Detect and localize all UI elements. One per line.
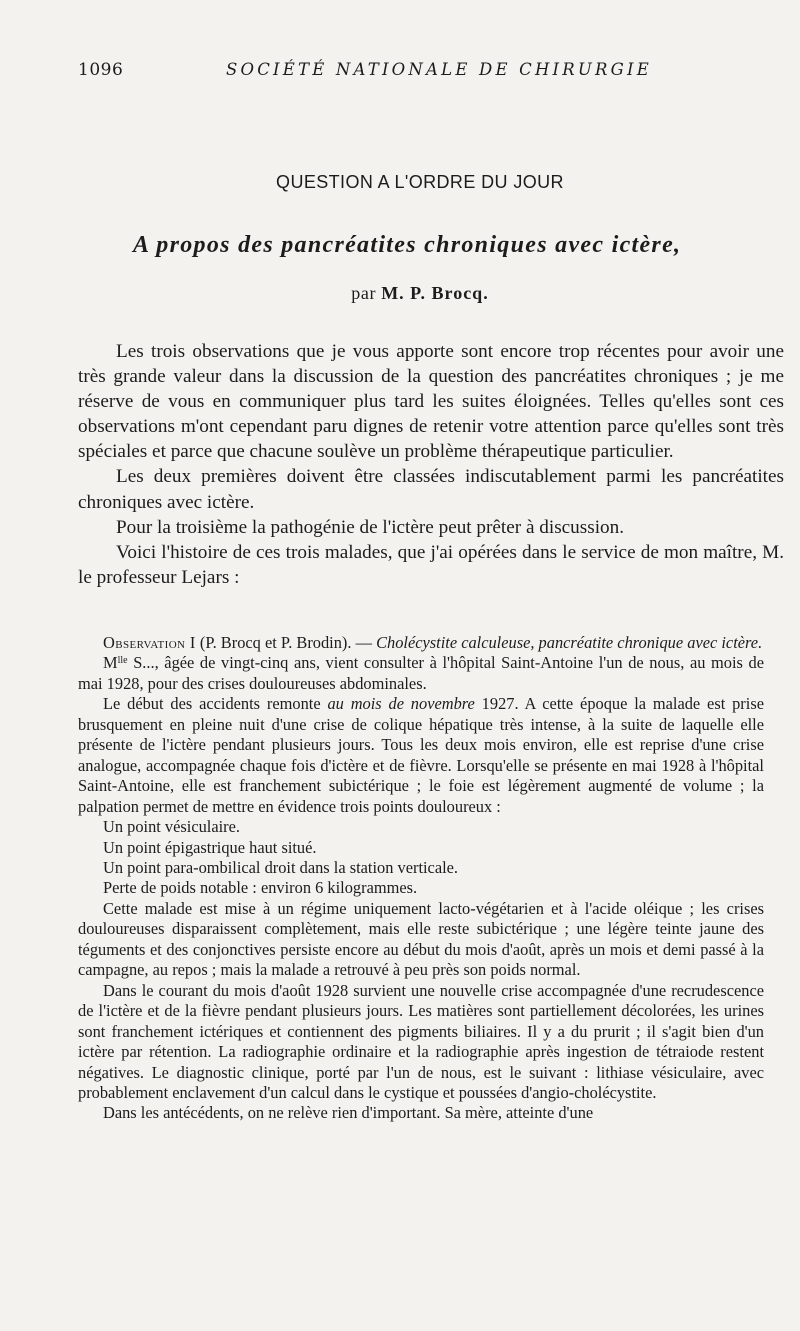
observation-text: Le début des accidents remonte xyxy=(103,694,321,714)
observation-text: S..., âgée de vingt-cinq ans, vient consulter à l'hôpital Saint-Antoine l'un de nous, au mois de mai 1928, pour des crises douloureuses abdominales. xyxy=(78,653,764,693)
symptom-line: Perte de poids notable : environ 6 kilogrammes. xyxy=(103,878,418,898)
observation-paragraph: Dans le courant du mois d'août 1928 survient une nouvelle crise accompagnée d'une recrudescence de l'ictère et de la fièvre pendant plusieurs jours. Les matières sont partiellement décolorées, les urines sont franchement ictériques et contiennent des pigments biliaires. Il y a du prurit ; il s'agit bien d'un ictère par rétention. La radiographie ordinaire et la radiographie après ingestion de tétraiode restent négatives. Le diagnostic clinique, porté par l'un de nous, est le suivant : lithiase vésiculaire, avec probablement enclavement d'un calcul dans le cystique et poussées d'angio-cholécystite. xyxy=(78,980,764,1102)
intro-paragraph: Les trois observations que je vous apporte sont encore trop récentes pour avoir une très grande valeur dans la discussion de la question des pancréatites chroniques ; je me réserve de vous en communiquer plus tard les suites éloignées. Telles qu'elles sont ces observations m'ont cependant paru dignes de retenir votre attention parce qu'elles sont très spéciales et parce que chacune soulève un problème thérapeutique particulier. xyxy=(78,341,784,463)
running-title: SOCIÉTÉ NATIONALE DE CHIRURGIE xyxy=(226,60,652,79)
section-title: QUESTION A L'ORDRE DU JOUR xyxy=(276,172,564,192)
byline xyxy=(0,283,800,304)
article-title: A propos des pancréatites chroniques avec ictère, xyxy=(133,232,682,258)
observation-heading xyxy=(78,633,764,653)
observation-paragraph: Dans les antécédents, on ne relève rien d'important. Sa mère, atteinte d'une xyxy=(103,1103,594,1123)
patient-prefix: M xyxy=(103,653,118,673)
observation-paragraph xyxy=(78,653,764,694)
observation-paragraph xyxy=(78,694,764,817)
observation-one xyxy=(78,633,764,1124)
symptom-line: Un point vésiculaire. xyxy=(103,817,241,837)
page-header xyxy=(78,60,768,84)
page-number: 1096 xyxy=(78,60,124,80)
intro-paragraph: Les deux premières doivent être classées indiscutablement parmi les pancréatites chroniques avec ictère. xyxy=(78,466,784,513)
symptom-line: Un point épigastrique haut situé. xyxy=(103,837,317,857)
observation-label: Observation I xyxy=(103,633,196,652)
intro-paragraph: Pour la troisième la pathogénie de l'ictère peut prêter à discussion. xyxy=(116,516,625,538)
observation-paragraph: Cette malade est mise à un régime uniquement lacto-végétarien et à l'acide oléique ; les crises douloureuses disparaissent complètement, mais elle reste subictérique ; une légère teinte jaune des téguments et des conjonctives persiste encore au début du mois d'août, après un mois et demi passé à la campagne, au repos ; mais la malade a retrouvé à peu près son poids normal. xyxy=(78,898,764,980)
observation-italic: au mois de novembre xyxy=(327,694,475,714)
byline-prefix: par xyxy=(351,283,377,303)
observation-text: 1927. A cette époque la malade est prise brusquement en pleine nuit d'une crise de colique hépatique très intense, à la suite de laquelle elle présente de l'ictère pendant plusieurs jours. Tous les deux mois environ, elle est reprise d'une crise analogue, accompagnée chaque fois d'ictère et de fièvre. Lorsqu'elle se présente en mai 1928 à l'hôpital Saint-Antoine, elle est franchement subictérique ; le foie est légèrement augmenté de volume ; la palpation permet de mettre en évidence trois points douloureux : xyxy=(78,694,764,816)
introduction xyxy=(78,339,784,590)
author-name: M. P. Brocq. xyxy=(381,283,489,303)
intro-paragraph: Voici l'histoire de ces trois malades, que j'ai opérées dans le service de mon maître, M. le professeur Lejars : xyxy=(78,541,784,588)
symptom-line: Un point para-ombilical droit dans la station verticale. xyxy=(103,857,459,877)
patient-superscript: lle xyxy=(117,655,128,667)
observation-title: Cholécystite calculeuse, pancréatite chronique avec ictère. xyxy=(376,633,763,652)
observation-authors: (P. Brocq et P. Brodin). — xyxy=(199,633,372,652)
